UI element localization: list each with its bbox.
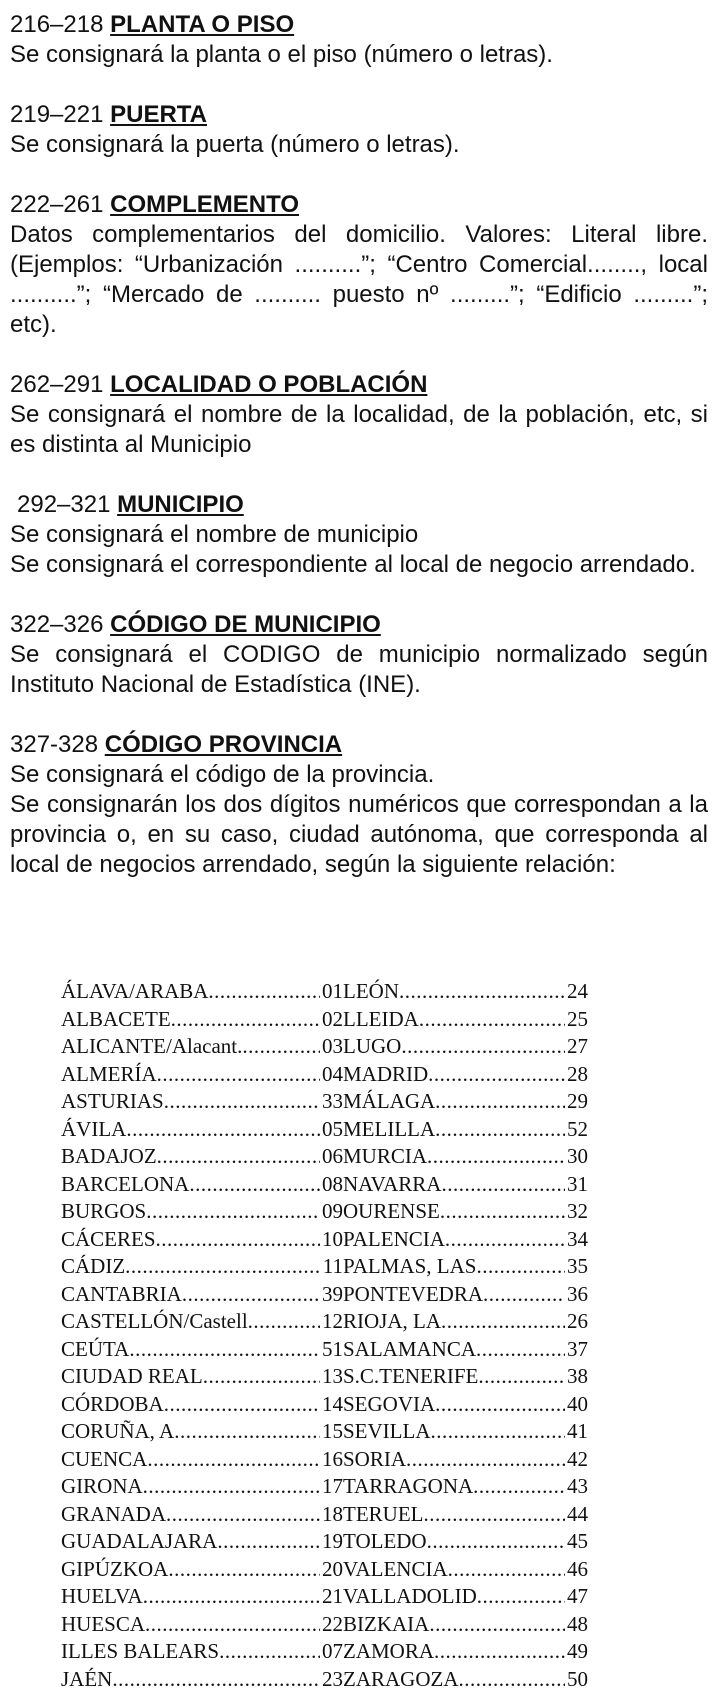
dot-leader	[219, 1638, 320, 1666]
province-code: 04	[322, 1061, 343, 1086]
section-text: Se consignará la puerta (número o letras).	[10, 131, 460, 158]
province-code: 10	[322, 1226, 343, 1251]
province-name: HUESCA	[61, 1611, 146, 1636]
province-row	[343, 1226, 588, 1254]
province-name: BIZKAIA	[343, 1611, 430, 1636]
dot-leader	[401, 1033, 565, 1061]
province-code: 17	[322, 1474, 343, 1498]
province-name: CIUDAD REAL	[61, 1364, 203, 1388]
dot-leader	[143, 1583, 320, 1611]
dot-leader	[182, 1281, 320, 1309]
dot-leader	[157, 1061, 320, 1089]
province-row	[343, 1501, 588, 1529]
province-row	[61, 1033, 343, 1061]
dot-leader	[406, 1446, 565, 1474]
province-name: LEÓN	[343, 979, 399, 1003]
province-name: CASTELLÓN/Castell	[61, 1309, 248, 1333]
province-code: 13	[322, 1364, 343, 1388]
province-row	[61, 978, 343, 1006]
dot-leader	[440, 1198, 565, 1226]
dot-leader	[208, 978, 320, 1006]
province-code: 41	[567, 1419, 588, 1443]
section-title: MUNICIPIO	[117, 491, 244, 518]
dot-leader	[145, 1611, 320, 1639]
dot-leader	[483, 1281, 565, 1309]
section-text: Datos complementarios del domicilio. Valores: Literal libre.(Ejemplos: “Urbanización ..........”; “Centro Comercial........, local ..........”; “Mercado de .......... puesto nº .........”; “Edificio .........”; etc).	[10, 221, 708, 338]
province-row	[61, 1088, 343, 1116]
province-name: TOLEDO	[343, 1529, 427, 1553]
province-name: VALENCIA	[343, 1556, 448, 1581]
section-range: 219–221	[10, 101, 104, 128]
province-row	[61, 1308, 343, 1336]
province-row	[61, 1198, 343, 1226]
province-name: TARRAGONA	[343, 1474, 474, 1498]
province-code: 24	[567, 979, 588, 1003]
section-text: Se consignará el correspondiente al local de negocio arrendado.	[10, 551, 696, 578]
province-code: 03	[322, 1034, 343, 1058]
section-complemento	[10, 190, 708, 340]
province-row	[61, 1638, 343, 1666]
province-code: 47	[567, 1584, 588, 1608]
province-code: 40	[567, 1391, 588, 1416]
province-row	[61, 1391, 343, 1419]
province-name: ÁVILA	[61, 1116, 127, 1141]
province-row	[61, 1583, 343, 1611]
section-text: Se consignarán los dos dígitos numéricos que correspondan a la provincia o, en su caso, ciudad autónoma, que corresponda al local de negocios arrendado, según la siguiente relación:	[10, 791, 708, 878]
province-row	[61, 1336, 343, 1364]
dot-leader	[427, 1143, 565, 1171]
province-row	[343, 1418, 588, 1446]
province-name: PALENCIA	[343, 1226, 445, 1251]
province-name: S.C.TENERIFE	[343, 1364, 479, 1388]
province-row	[61, 1281, 343, 1309]
section-title: CÓDIGO DE MUNICIPIO	[110, 611, 381, 638]
province-code: 05	[322, 1116, 343, 1141]
section-range: 292–321	[17, 491, 111, 518]
dot-leader	[478, 1363, 565, 1391]
province-code-table	[61, 978, 588, 1693]
dot-leader	[477, 1583, 565, 1611]
dot-leader	[157, 1143, 320, 1171]
section-puerta	[10, 100, 708, 160]
province-code: 30	[567, 1144, 588, 1168]
province-row	[343, 1116, 588, 1144]
dot-leader	[434, 1638, 565, 1666]
province-name: ALMERÍA	[61, 1061, 157, 1086]
province-row	[343, 1033, 588, 1061]
province-name: ZARAGOZA	[343, 1666, 459, 1691]
province-name: HUELVA	[61, 1584, 143, 1608]
province-code: 15	[322, 1419, 343, 1443]
section-municipio	[10, 490, 708, 580]
section-codigo-provincia	[10, 730, 708, 880]
province-row	[61, 1226, 343, 1254]
province-code: 11	[322, 1254, 343, 1278]
dot-leader	[146, 1198, 320, 1226]
province-code: 50	[567, 1666, 588, 1691]
dot-leader	[473, 1473, 565, 1501]
dot-leader	[242, 1033, 320, 1061]
province-name: CEÚTA	[61, 1336, 130, 1361]
section-range: 327-328	[10, 731, 99, 758]
province-code: 42	[567, 1446, 588, 1471]
province-code: 25	[567, 1006, 588, 1031]
section-text: Se consignará el nombre de la localidad, de la población, etc, si es distinta al Municipio	[10, 401, 708, 458]
province-row	[61, 1006, 343, 1034]
province-name: MURCIA	[343, 1144, 428, 1168]
province-code: 49	[567, 1639, 588, 1663]
province-row	[343, 1556, 588, 1584]
province-row	[61, 1473, 343, 1501]
province-row	[343, 1061, 588, 1089]
province-row	[343, 1281, 588, 1309]
province-row	[61, 1363, 343, 1391]
province-name: SALAMANCA	[343, 1336, 477, 1361]
province-code: 39	[322, 1281, 343, 1306]
dot-leader	[171, 1006, 320, 1034]
province-name: PONTEVEDRA	[343, 1281, 483, 1306]
province-code: 20	[322, 1556, 343, 1581]
dot-leader	[248, 1308, 320, 1336]
province-row	[61, 1446, 343, 1474]
province-code: 02	[322, 1006, 343, 1031]
province-code: 36	[567, 1281, 588, 1306]
dot-leader	[441, 1171, 565, 1199]
province-row	[343, 1253, 588, 1281]
section-title: CÓDIGO PROVINCIA	[104, 731, 343, 758]
province-name: MELILLA	[343, 1116, 436, 1141]
province-code: 12	[322, 1309, 343, 1333]
province-column-left	[61, 978, 343, 1693]
dot-leader	[112, 1666, 320, 1694]
province-row	[343, 1006, 588, 1034]
province-code: 09	[322, 1199, 343, 1223]
province-code: 33	[322, 1089, 343, 1113]
province-name: SEVILLA	[343, 1419, 431, 1443]
province-code: 29	[567, 1089, 588, 1113]
section-text: Se consignará el nombre de municipio	[10, 521, 419, 548]
province-name: CANTABRIA	[61, 1281, 182, 1306]
section-range: 262–291	[10, 371, 104, 398]
province-row	[343, 1583, 588, 1611]
province-row	[343, 1446, 588, 1474]
province-row	[61, 1611, 343, 1639]
province-row	[343, 1391, 588, 1419]
dot-leader	[441, 1308, 565, 1336]
section-range: 222–261	[10, 191, 104, 218]
province-code: 27	[567, 1034, 588, 1058]
province-code: 18	[322, 1501, 343, 1526]
dot-leader	[435, 1116, 565, 1144]
province-name: SEGOVIA	[343, 1391, 436, 1416]
dot-leader	[423, 1501, 565, 1529]
province-name: CORUÑA, A	[61, 1419, 175, 1443]
dot-leader	[419, 1006, 565, 1034]
province-name: SORIA	[343, 1446, 407, 1471]
province-row	[343, 1611, 588, 1639]
section-range: 216–218	[10, 11, 104, 38]
province-row	[343, 1666, 588, 1694]
section-title: PUERTA	[110, 101, 207, 128]
province-row	[343, 1473, 588, 1501]
province-code: 45	[567, 1529, 588, 1553]
province-row	[343, 1088, 588, 1116]
province-row	[343, 1143, 588, 1171]
province-code: 35	[567, 1254, 588, 1278]
section-text: Se consignará el CODIGO de municipio normalizado según Instituto Nacional de Estadística (INE).	[10, 641, 708, 698]
document-body	[10, 10, 708, 910]
section-text: Se consignará el código de la provincia.	[10, 761, 435, 788]
province-row	[61, 1116, 343, 1144]
province-name: MÁLAGA	[343, 1089, 436, 1113]
dot-leader	[448, 1556, 565, 1584]
province-name: LLEIDA	[343, 1006, 419, 1031]
dot-leader	[129, 1336, 320, 1364]
dot-leader	[164, 1391, 320, 1419]
province-row	[61, 1171, 343, 1199]
province-code: 31	[567, 1171, 588, 1196]
dot-leader	[445, 1226, 565, 1254]
dot-leader	[428, 1061, 565, 1089]
province-code: 52	[567, 1116, 588, 1141]
dot-leader	[147, 1446, 320, 1474]
province-code: 46	[567, 1556, 588, 1581]
province-row	[61, 1143, 343, 1171]
province-row	[343, 1336, 588, 1364]
section-range: 322–326	[10, 611, 104, 638]
province-code: 01	[322, 979, 343, 1003]
dot-leader	[168, 1556, 320, 1584]
province-name: PALMAS, LAS	[343, 1254, 477, 1278]
province-row	[61, 1556, 343, 1584]
dot-leader	[435, 1088, 565, 1116]
dot-leader	[189, 1171, 320, 1199]
province-code: 23	[322, 1666, 343, 1691]
province-name: ZAMORA	[343, 1639, 435, 1663]
province-name: LUGO	[343, 1034, 402, 1058]
section-title: COMPLEMENTO	[110, 191, 300, 218]
province-code: 14	[322, 1391, 343, 1416]
dot-leader	[435, 1391, 565, 1419]
province-column-right	[343, 978, 588, 1693]
province-name: GIRONA	[61, 1474, 143, 1498]
province-name: GRANADA	[61, 1501, 166, 1526]
province-row	[343, 978, 588, 1006]
province-name: BARCELONA	[61, 1171, 190, 1196]
province-name: ÁLAVA/ARABA	[61, 979, 209, 1003]
province-row	[343, 1198, 588, 1226]
province-code: 26	[567, 1309, 588, 1333]
dot-leader	[476, 1253, 565, 1281]
province-name: ALICANTE/Alacant.	[61, 1034, 243, 1058]
province-name: ALBACETE	[61, 1006, 171, 1031]
section-title: PLANTA O PISO	[110, 11, 295, 38]
province-row	[343, 1638, 588, 1666]
section-planta-piso	[10, 10, 708, 70]
dot-leader	[399, 978, 565, 1006]
province-row	[343, 1171, 588, 1199]
dot-leader	[429, 1611, 565, 1639]
province-code: 37	[567, 1336, 588, 1361]
province-code: 06	[322, 1144, 343, 1168]
dot-leader	[126, 1116, 320, 1144]
province-name: GIPÚZKOA	[61, 1556, 169, 1581]
province-row	[61, 1528, 343, 1556]
province-name: BADAJOZ	[61, 1144, 157, 1168]
dot-leader	[125, 1253, 321, 1281]
province-code: 08	[322, 1171, 343, 1196]
province-name: TERUEL	[343, 1501, 424, 1526]
province-row	[61, 1666, 343, 1694]
province-code: 38	[567, 1364, 588, 1388]
province-name: BURGOS	[61, 1199, 147, 1223]
province-code: 48	[567, 1611, 588, 1636]
province-code: 34	[567, 1226, 588, 1251]
province-code: 44	[567, 1501, 588, 1526]
province-name: CUENCA	[61, 1446, 148, 1471]
province-name: NAVARRA	[343, 1171, 442, 1196]
province-name: RIOJA, LA	[343, 1309, 441, 1333]
province-name: ILLES BALEARS	[61, 1639, 220, 1663]
province-name: MADRID	[343, 1061, 429, 1086]
province-code: 43	[567, 1474, 588, 1498]
dot-leader	[459, 1666, 566, 1694]
province-row	[343, 1308, 588, 1336]
province-code: 07	[322, 1639, 343, 1663]
province-name: CÁDIZ	[61, 1254, 126, 1278]
province-row	[61, 1253, 343, 1281]
dot-leader	[166, 1501, 320, 1529]
province-row	[343, 1528, 588, 1556]
province-code: 19	[322, 1529, 343, 1553]
province-name: VALLADOLID	[343, 1584, 477, 1608]
province-row	[61, 1061, 343, 1089]
province-name: CÁCERES	[61, 1226, 156, 1251]
province-row	[61, 1501, 343, 1529]
dot-leader	[476, 1336, 565, 1364]
province-code: 32	[567, 1199, 588, 1223]
province-code: 28	[567, 1061, 588, 1086]
province-code: 21	[322, 1584, 343, 1608]
dot-leader	[174, 1418, 320, 1446]
section-title: LOCALIDAD O POBLACIÓN	[110, 371, 428, 398]
section-codigo-municipio	[10, 610, 708, 700]
province-code: 51	[322, 1336, 343, 1361]
dot-leader	[427, 1528, 565, 1556]
section-text: Se consignará la planta o el piso (número o letras).	[10, 41, 553, 68]
province-name: GUADALAJARA	[61, 1529, 218, 1553]
dot-leader	[143, 1473, 320, 1501]
province-code: 16	[322, 1446, 343, 1471]
province-code: 22	[322, 1611, 343, 1636]
dot-leader	[164, 1088, 320, 1116]
province-row	[343, 1363, 588, 1391]
province-row	[61, 1418, 343, 1446]
province-name: ASTURIAS	[61, 1089, 164, 1113]
province-name: JAÉN	[61, 1666, 113, 1691]
dot-leader	[203, 1363, 320, 1391]
dot-leader	[431, 1418, 566, 1446]
province-name: CÓRDOBA	[61, 1391, 164, 1416]
province-name: OURENSE	[343, 1199, 440, 1223]
section-localidad	[10, 370, 708, 460]
dot-leader	[156, 1226, 320, 1254]
dot-leader	[217, 1528, 320, 1556]
